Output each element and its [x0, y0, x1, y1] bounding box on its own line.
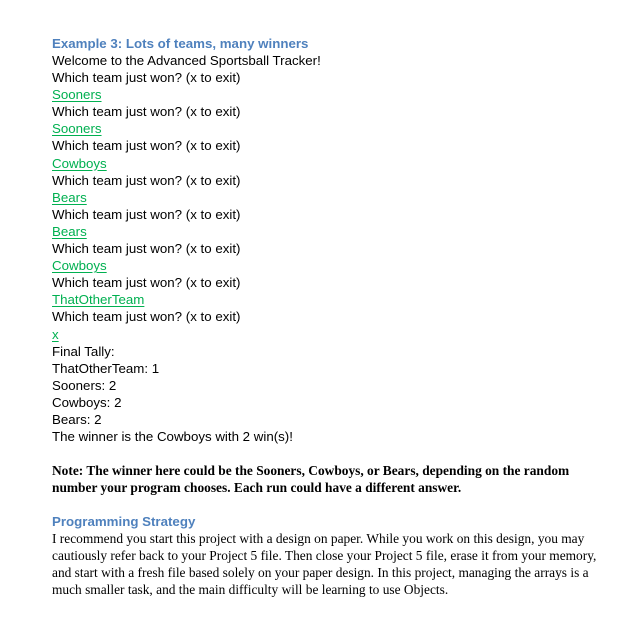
- console-output-line: Which team just won? (x to exit): [52, 172, 241, 188]
- user-input-text: Sooners: [52, 87, 102, 103]
- console-input-line: [52, 155, 612, 172]
- user-input-text: ThatOtherTeam: [52, 292, 145, 308]
- console-output-line: Which team just won? (x to exit): [52, 309, 241, 325]
- console-output: [52, 52, 612, 445]
- console-output-line: Which team just won? (x to exit): [52, 275, 241, 291]
- user-input-text: Cowboys: [52, 155, 107, 171]
- user-input-text: Bears: [52, 189, 87, 205]
- console-output-line: Which team just won? (x to exit): [52, 241, 241, 257]
- console-input-line: [52, 223, 612, 240]
- console-input-line: [52, 189, 612, 206]
- strategy-paragraph: I recommend you start this project with a design on paper. While you work on this design, you may cautiously refer back to your Project 5 file. Then close your Project 5 file, erase it from your memory, and start with a fresh file based solely on your paper design. In this project, managing the arrays is a much smaller task, and the main difficulty will be learning to use Objects.: [52, 531, 597, 598]
- console-input-line: [52, 291, 612, 308]
- console-input-line: [52, 120, 612, 137]
- console-output-line: Which team just won? (x to exit): [52, 70, 241, 86]
- console-output-line: Final Tally:: [52, 343, 115, 359]
- example-heading: Example 3: Lots of teams, many winners: [52, 36, 309, 51]
- console-input-line: [52, 86, 612, 103]
- console-output-line: Which team just won? (x to exit): [52, 206, 241, 222]
- spacer: [52, 496, 612, 513]
- user-input-text: Cowboys: [52, 258, 107, 274]
- console-output-line: ThatOtherTeam: 1: [52, 360, 160, 376]
- user-input-text: Bears: [52, 223, 87, 239]
- spacer: [52, 445, 612, 462]
- user-input-text: x: [52, 326, 59, 342]
- console-output-line: Bears: 2: [52, 411, 102, 427]
- document-page: [52, 35, 612, 598]
- note-paragraph: Note: The winner here could be the Sooners, Cowboys, or Bears, depending on the random number your program chooses. Each run could have a different answer.: [52, 463, 570, 496]
- console-output-line: Which team just won? (x to exit): [52, 138, 241, 154]
- console-output-line: The winner is the Cowboys with 2 win(s)!: [52, 429, 293, 445]
- console-input-line: [52, 257, 612, 274]
- user-input-text: Sooners: [52, 121, 102, 137]
- console-output-line: Cowboys: 2: [52, 394, 122, 410]
- console-input-line: [52, 326, 612, 343]
- console-output-line: Which team just won? (x to exit): [52, 104, 241, 120]
- strategy-heading: Programming Strategy: [52, 514, 196, 530]
- console-output-line: Sooners: 2: [52, 377, 117, 393]
- console-output-line: Welcome to the Advanced Sportsball Tracker!: [52, 53, 321, 68]
